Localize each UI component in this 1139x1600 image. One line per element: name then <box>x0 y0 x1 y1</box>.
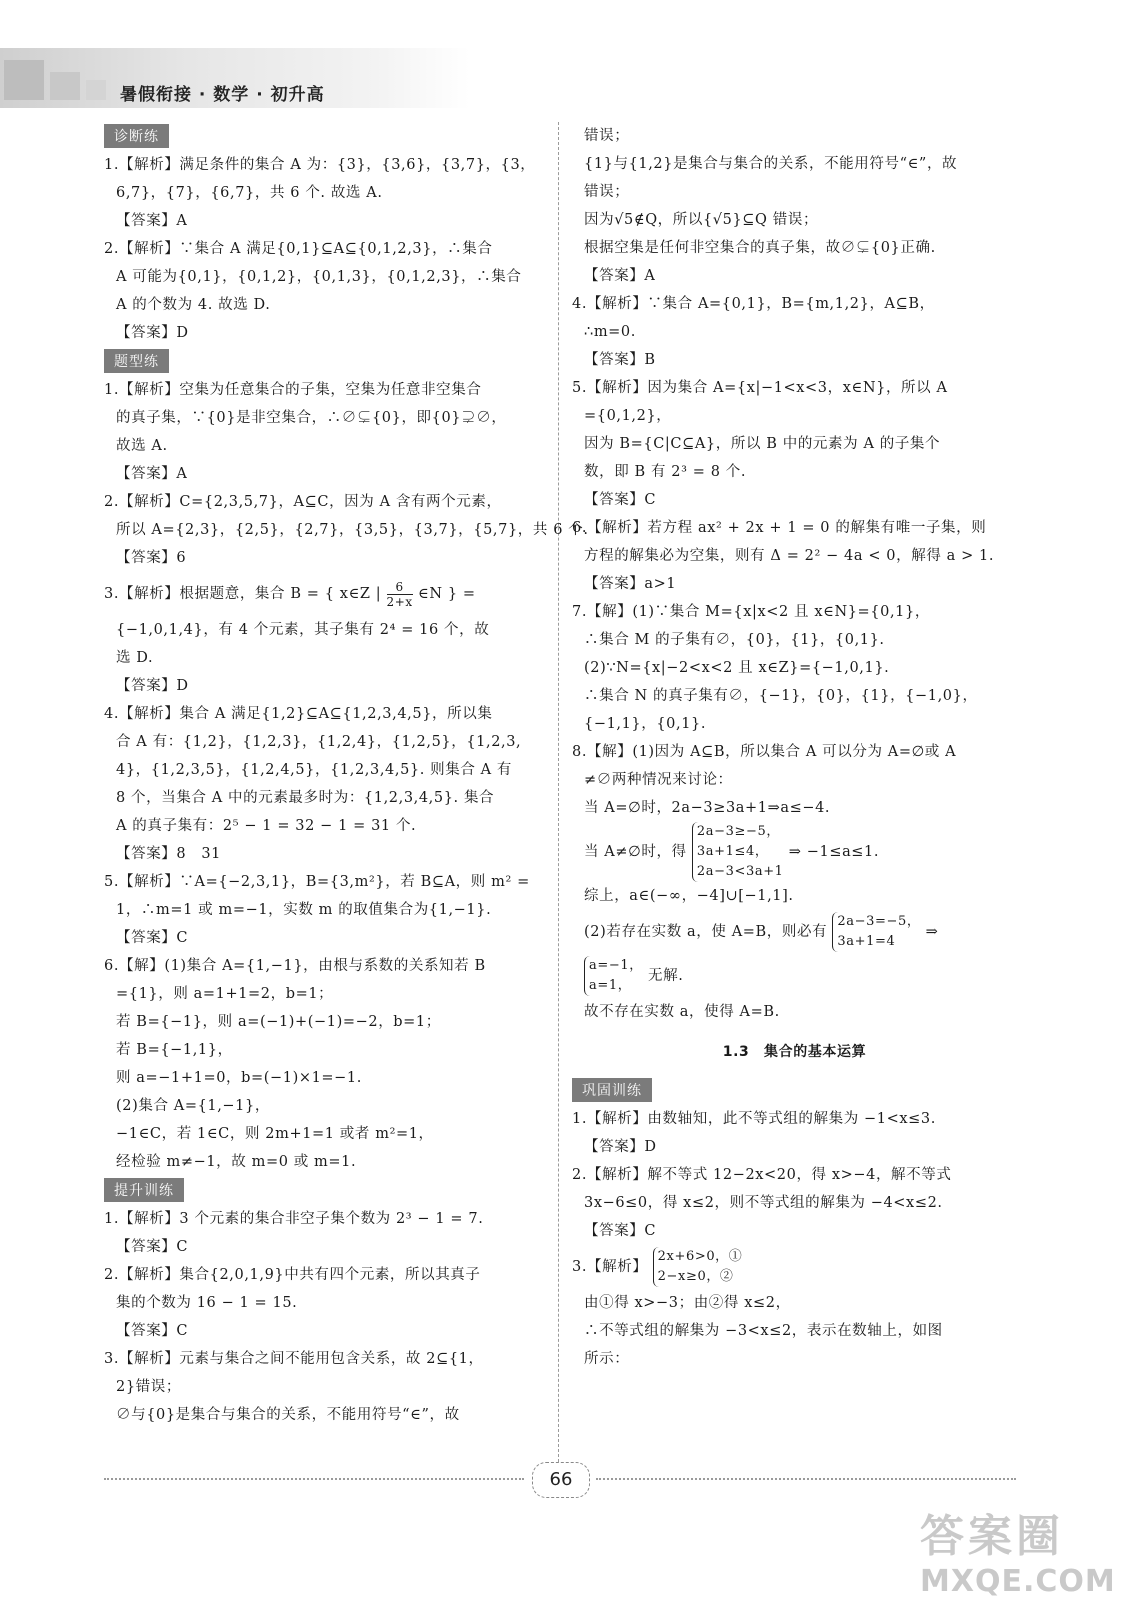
text-line: 4}，{1,2,3,5}，{1,2,4,5}，{1,2,3,4,5}. 则集合 A 有 <box>116 762 513 778</box>
text-line: 错误； <box>584 184 630 200</box>
header-title: 暑假衔接 · 数学 · 初升高 <box>120 85 325 105</box>
equation-row: a=−1， <box>589 958 643 973</box>
formula-text: 当 A≠∅时，得 <box>584 844 687 860</box>
equation-system <box>692 822 784 882</box>
text-line: ={1}，则 a=1+1=2，b=1； <box>116 986 334 1002</box>
text-line: 5.【解析】∵A={−2,3,1}，B={3,m²}，若 B⊆A，则 m² = <box>104 874 530 890</box>
text-line: 1.【解析】满足条件的集合 A 为：{3}，{3,6}，{3,7}，{3， <box>104 157 536 173</box>
section-label-question-types: 题型练 <box>104 349 169 373</box>
text-line: 1.【解析】空集为任意集合的子集，空集为任意非空集合 <box>104 382 482 398</box>
equation-row: 2a−3=−5， <box>837 914 921 929</box>
text-line: (2)∵N={x|−2<x<2 且 x∈Z}={−1,0,1}. <box>584 660 890 676</box>
text-line: 4.【解析】集合 A 满足{1,2}⊆A⊆{1,2,3,4,5}，所以集 <box>104 706 493 722</box>
text-line: {−1,1}，{0,1}. <box>584 716 707 732</box>
text-line: 6,7}，{7}，{6,7}，共 6 个. 故选 A. <box>116 185 383 201</box>
answer-line: 【答案】A <box>116 466 188 482</box>
formula-line <box>104 572 549 616</box>
section-heading: 1.3 集合的基本运算 <box>722 1044 867 1060</box>
equation-row: 3a+1≤4， <box>696 844 769 859</box>
formula-line <box>572 1245 1017 1289</box>
text-line: 所以 A={2,3}，{2,5}，{2,7}，{3,5}，{3,7}，{5,7}，共 6 个. <box>116 522 589 538</box>
text-line: 故不存在实数 a，使得 A=B. <box>584 1004 780 1020</box>
answer-line: 【答案】6 <box>116 550 187 566</box>
text-line: ≠∅两种情况来讨论： <box>584 772 733 788</box>
text-line: 当 A=∅时，2a−3≥3a+1⇒a≤−4. <box>584 800 831 816</box>
text-line: 经检验 m≠−1，故 m=0 或 m=1. <box>116 1154 357 1170</box>
text-line: 1.【解析】由数轴知，此不等式组的解集为 −1<x≤3. <box>572 1111 936 1127</box>
text-line: 2.【解析】∵集合 A 满足{0,1}⊆A⊆{0,1,2,3}，∴集合 <box>104 241 493 257</box>
text-line: 6.【解】(1)集合 A={1,−1}，由根与系数的关系知若 B <box>104 958 486 974</box>
text-line: ∴m=0. <box>584 324 636 340</box>
text-line: 若 B={−1,1}， <box>116 1042 233 1058</box>
text-line: 所示： <box>584 1351 630 1367</box>
formula-text: (2)若存在实数 a，使 A=B，则必有 <box>584 924 828 940</box>
text-line: 若 B={−1}，则 a=(−1)+(−1)=−2，b=1； <box>116 1014 441 1030</box>
answer-line: 【答案】a>1 <box>584 576 677 592</box>
text-line: 2}错误； <box>116 1379 181 1395</box>
formula-line <box>572 822 1017 882</box>
text-line: 3.【解析】元素与集合之间不能用包含关系，故 2⊆{1， <box>104 1351 484 1367</box>
text-line: 选 D. <box>116 650 154 666</box>
text-line: 2.【解析】C={2,3,5,7}，A⊆C，因为 A 含有两个元素， <box>104 494 502 510</box>
formula-line <box>572 954 1017 998</box>
text-line: 故选 A. <box>116 438 168 454</box>
fraction-denominator: 2+x <box>386 594 413 609</box>
text-line: ∅与{0}是集合与集合的关系，不能用符号“∈”，故 <box>116 1407 460 1423</box>
answer-line: 【答案】C <box>584 1223 657 1239</box>
text-line: 1.【解析】3 个元素的集合非空子集个数为 2³ − 1 = 7. <box>104 1211 484 1227</box>
equation-row: a=1， <box>589 978 632 993</box>
text-line: {−1,0,1,4}，有 4 个元素，其子集有 2⁴ = 16 个，故 <box>116 622 490 638</box>
equation-system <box>832 912 920 952</box>
text-line: {1}与{1,2}是集合与集合的关系，不能用符号“∈”，故 <box>584 156 958 172</box>
text-line: A 的真子集有：2⁵ − 1 = 32 − 1 = 31 个. <box>116 818 417 834</box>
text-line: 7.【解】(1)∵集合 M={x|x<2 且 x∈N}={0,1}， <box>572 604 930 620</box>
text-line: −1∈C，若 1∈C，则 2m+1=1 或者 m²=1， <box>116 1126 434 1142</box>
watermark-line2: MXQE.COM <box>920 1564 1116 1599</box>
answer-line: 【答案】B <box>584 352 656 368</box>
formula-text: 3.【解析】 <box>572 1259 648 1275</box>
answer-line: 【答案】D <box>584 1139 657 1155</box>
left-column <box>104 122 589 1429</box>
equation-system <box>653 1247 743 1287</box>
text-line: 8 个，当集合 A 中的元素最多时为：{1,2,3,4,5}. 集合 <box>116 790 495 806</box>
equation-row: 2x+6>0，① <box>657 1249 743 1264</box>
answer-line: 【答案】C <box>116 930 189 946</box>
text-line: 8.【解】(1)因为 A⊆B，所以集合 A 可以分为 A=∅或 A <box>572 744 957 760</box>
watermark-logo <box>920 1500 1130 1599</box>
section-label-advanced: 提升训练 <box>104 1178 184 1202</box>
text-line: 方程的解集必为空集，则有 Δ = 2² − 4a < 0，解得 a > 1. <box>584 548 995 564</box>
equation-system <box>584 956 643 996</box>
header-decoration-icon <box>0 50 120 105</box>
equation-row: 2−x≥0，② <box>657 1269 734 1284</box>
text-line: 2.【解析】集合{2,0,1,9}中共有四个元素，所以其真子 <box>104 1267 481 1283</box>
text-line: 1，∴m=1 或 m=−1，实数 m 的取值集合为{1,−1}. <box>116 902 492 918</box>
answer-line: 【答案】C <box>116 1239 189 1255</box>
formula-text: 3.【解析】根据题意，集合 B = { x∈Z | <box>104 586 382 602</box>
answer-line: 【答案】A <box>584 268 656 284</box>
text-line: ∴不等式组的解集为 −3<x≤2，表示在数轴上，如图 <box>584 1323 943 1339</box>
equation-row: 2a−3<3a+1 <box>696 864 784 879</box>
watermark-line1: 答案圈 <box>920 1511 1064 1562</box>
footer-rule-left <box>104 1478 524 1480</box>
text-line: 错误； <box>584 128 630 144</box>
text-line: ∴集合 M 的子集有∅，{0}，{1}，{0,1}. <box>584 632 885 648</box>
right-column <box>572 122 1017 1373</box>
text-line: 因为 B={C|C⊆A}，所以 B 中的元素为 A 的子集个 <box>584 436 941 452</box>
text-line: 合 A 有：{1,2}，{1,2,3}，{1,2,4}，{1,2,5}，{1,2,3, <box>116 734 522 750</box>
text-line: A 可能为{0,1}，{0,1,2}，{0,1,3}，{0,1,2,3}，∴集合 <box>116 269 522 285</box>
formula-line <box>572 910 1017 954</box>
fraction-numerator: 6 <box>387 580 413 595</box>
fraction <box>387 580 413 609</box>
equation-row: 3a+1=4 <box>837 934 896 949</box>
text-line: 6.【解析】若方程 ax² + 2x + 1 = 0 的解集有唯一子集，则 <box>572 520 987 536</box>
column-divider <box>558 122 559 1467</box>
answer-line: 【答案】C <box>584 492 657 508</box>
answer-line: 【答案】C <box>116 1323 189 1339</box>
formula-text: ⇒ −1≤a≤1. <box>788 844 880 860</box>
text-line: 4.【解析】∵集合 A={0,1}，B={m,1,2}，A⊆B， <box>572 296 935 312</box>
footer-rule-right <box>596 1478 1016 1480</box>
answer-line: 【答案】D <box>116 325 189 341</box>
formula-text: 无解. <box>648 968 684 984</box>
formula-text: ⇒ <box>925 924 939 940</box>
equation-row: 2a−3≥−5， <box>696 824 780 839</box>
text-line: 3x−6≤0，得 x≤2，则不等式组的解集为 −4<x≤2. <box>584 1195 943 1211</box>
text-line: 因为√5∉Q，所以{√5}⊆Q 错误； <box>584 212 819 228</box>
text-line: ∴集合 N 的真子集有∅，{−1}，{0}，{1}，{−1,0}， <box>584 688 978 704</box>
text-line: A 的个数为 4. 故选 D. <box>116 297 271 313</box>
page-number: 66 <box>532 1462 590 1498</box>
text-line: 集的个数为 16 − 1 = 15. <box>116 1295 298 1311</box>
text-line: 的真子集，∵{0}是非空集合，∴∅⊊{0}，即{0}⊋∅， <box>116 410 507 426</box>
text-line: 2.【解析】解不等式 12−2x<20，得 x>−4，解不等式 <box>572 1167 952 1183</box>
text-line: 根据空集是任何非空集合的真子集，故∅⊊{0}正确. <box>584 240 936 256</box>
text-line: ={0,1,2}， <box>584 408 672 424</box>
text-line: 由①得 x>−3；由②得 x≤2， <box>584 1295 791 1311</box>
answer-line: 【答案】D <box>116 678 189 694</box>
answer-line: 【答案】8 31 <box>116 846 221 862</box>
text-line: 综上，a∈(−∞，−4]∪[−1,1]. <box>584 888 794 904</box>
text-line: 数，即 B 有 2³ = 8 个. <box>584 464 747 480</box>
section-label-diagnosis: 诊断练 <box>104 124 169 148</box>
text-line: 则 a=−1+1=0，b=(−1)×1=−1. <box>116 1070 362 1086</box>
text-line: 5.【解析】因为集合 A={x|−1<x<3，x∈N}，所以 A <box>572 380 948 396</box>
answer-line: 【答案】A <box>116 213 188 229</box>
formula-text: ∈N } = <box>417 586 476 602</box>
text-line: (2)集合 A={1,−1}， <box>116 1098 270 1114</box>
section-label-consolidation: 巩固训练 <box>572 1078 652 1102</box>
